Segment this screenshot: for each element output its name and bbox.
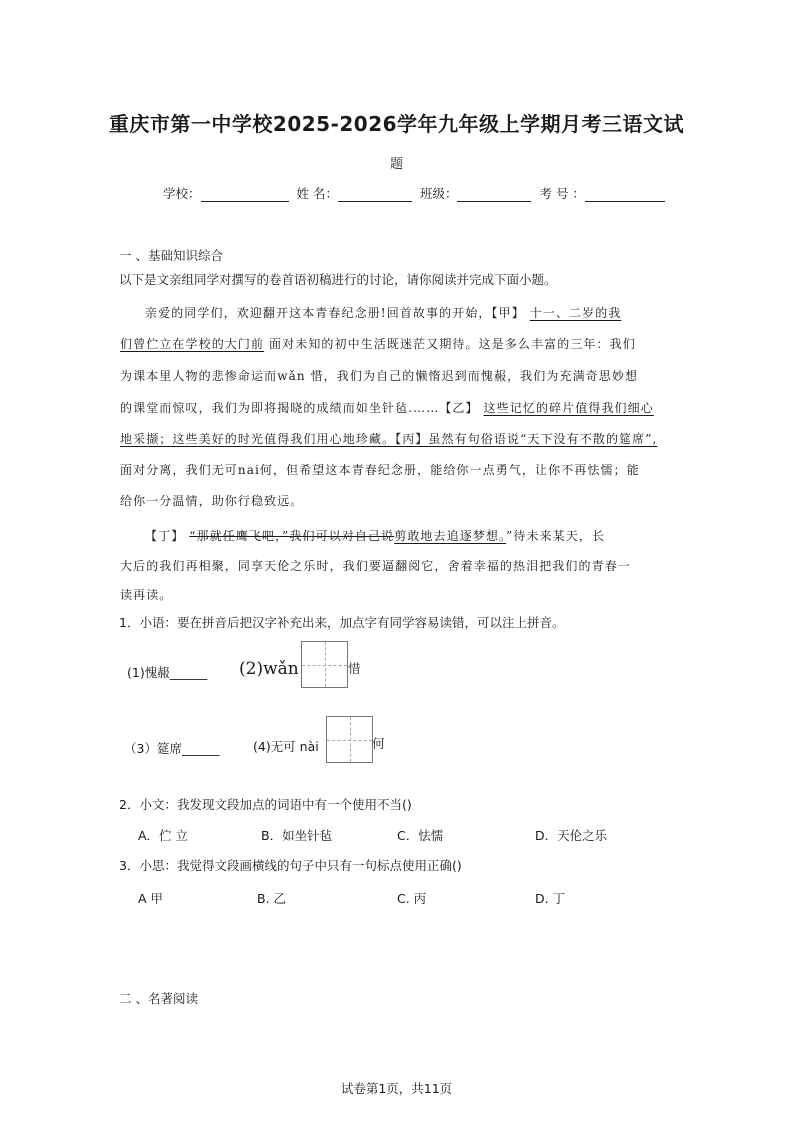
q3-option-d[interactable]: D. 丁 — [535, 891, 566, 906]
passage-line: 为课本里人物的悲惨命运而wǎn 惜，我们为自己的懒惰迟到而愧赧，我们为充满奇思妙想 — [120, 369, 639, 383]
school-label: 学校： — [163, 186, 201, 201]
q1-item-3: （3）筵席______ — [124, 741, 220, 756]
q3-option-a[interactable]: A 甲 — [138, 891, 164, 906]
section-heading-1: 一 、基础知识综合 — [119, 248, 223, 263]
underlined-sentence-yi: 这些记忆的碎片值得我们细心 — [483, 401, 654, 415]
name-blank[interactable] — [338, 189, 412, 202]
class-blank[interactable] — [457, 189, 531, 202]
passage-text: 面对未知的初中生活既迷茫又期待。这是多么丰富的三年：我们 — [269, 337, 636, 351]
passage-line — [120, 399, 654, 416]
id-label: 考 号 ： — [539, 186, 585, 201]
underlined-sentence-ding: 剪敢地去追逐梦想。 — [394, 529, 507, 543]
class-label: 班级： — [419, 186, 458, 201]
question-2-stem: 2．小文：我发现文段加点的词语中有一个使用不当() — [119, 797, 412, 812]
q3-option-b[interactable]: B. 乙 — [257, 891, 287, 906]
q1-item-4-pinyin: (4)无可 nài — [253, 739, 319, 754]
passage-line: 面对分离，我们无可nai何，但希望这本青春纪念册，能给你一点勇气，让你不再怯懦；能 — [120, 463, 640, 477]
student-info-line — [163, 184, 665, 202]
q1-item-2-pinyin: (2)wǎn — [239, 659, 299, 679]
underlined-sentence-jia: 十一、二岁的我 — [529, 306, 622, 320]
passage-text: 亲爱的同学们，欢迎翻开这本青春纪念册!回首故事的开始，【甲】 — [145, 306, 525, 320]
passage-text: 的课堂而惊叹，我们为即将揭晓的成绩而如坐针毡.……【乙】 — [120, 401, 479, 415]
question-3-stem: 3．小思：我觉得文段画横线的句子中只有一句标点使用正确() — [119, 858, 462, 873]
question-1-stem: 1．小语：要在拼音后把汉字补充出来，加点字有同学容易读错，可以注上拼音。 — [119, 615, 565, 630]
section-heading-2: 二 、名著阅读 — [119, 991, 198, 1006]
passage-line — [145, 304, 621, 321]
q1-item-1: (1)愧赧______ — [127, 665, 208, 680]
underlined-sentence-bing: 【丙】虽然有句俗语说“天下没有不散的筵席”, — [395, 432, 658, 446]
q3-option-c[interactable]: C. 丙 — [397, 891, 427, 906]
q1-item-4-suffix: 何 — [372, 736, 385, 751]
underlined-sentence-yi: 地采撷；这些美好的时光值得我们用心地珍藏。 — [120, 432, 396, 446]
section-intro: 以下是文亲组同学对撰写的卷首语初稿进行的讨论，请你阅读并完成下面小题。 — [119, 272, 557, 287]
passage-text: 【丁】 — [145, 529, 185, 543]
passage-line — [120, 430, 657, 447]
passage-line — [145, 527, 605, 544]
answer-box-wan[interactable] — [301, 641, 348, 688]
page-title-continued: 题 — [389, 157, 403, 172]
passage-text: ”待未来某天，长 — [506, 529, 606, 543]
passage-line — [120, 335, 636, 352]
name-label: 姓 名： — [296, 186, 338, 201]
id-blank[interactable] — [585, 189, 665, 202]
passage-line: 大后的我们再相聚，同享天伦之乐时，我们要逼翻阅它，舍着幸福的热泪把我们的青春一 — [120, 559, 631, 573]
q1-item-2-suffix: 惜 — [348, 661, 361, 676]
q2-option-a[interactable]: A．伫 立 — [138, 828, 189, 843]
passage-line: 给你一分温情，助你行稳致远。 — [120, 494, 304, 508]
q2-option-b[interactable]: B．如坐针毡 — [261, 828, 333, 843]
q2-option-d[interactable]: D．天伦之乐 — [535, 828, 608, 843]
q2-option-c[interactable]: C．怯懦 — [397, 828, 444, 843]
underlined-sentence-jia: 们曾伫立在学校的大门前 — [120, 337, 265, 351]
page-title: 重庆市第一中学校2025-2026学年九年级上学期月考三语文试 — [108, 112, 685, 136]
school-blank[interactable] — [201, 189, 289, 202]
page-footer: 试卷第1页，共11页 — [340, 1081, 453, 1096]
underlined-sentence-ding: “那就任鹰飞吧，”我们可以对自己说 — [189, 529, 395, 543]
answer-box-nai[interactable] — [326, 716, 373, 763]
passage-line: 读再读。 — [120, 588, 173, 602]
